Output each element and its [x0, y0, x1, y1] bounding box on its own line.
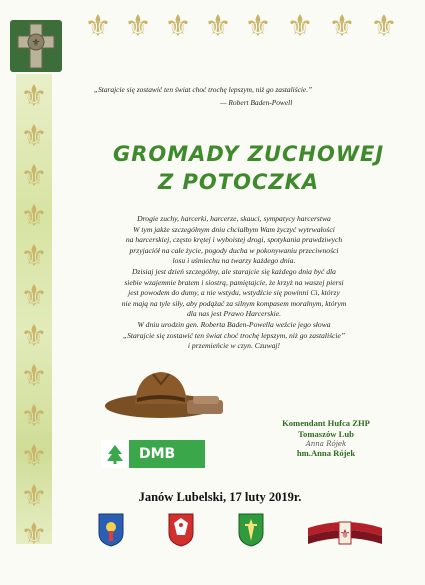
quote-author: — Robert Baden-Powell	[220, 98, 293, 107]
title-line-2: Z POTOCZKA	[158, 170, 320, 194]
svg-text:⚜: ⚜	[339, 527, 351, 541]
signature-name: hm.Anna Rójek	[296, 448, 356, 458]
body-line: nie mają na tyle siły, aby podążać za silnym kompasem moralnym, którym	[121, 298, 347, 308]
signature-title: Komendant Hufca ZHP	[282, 418, 370, 428]
letter-body	[66, 214, 402, 352]
fleur-de-lis-icon: ⚜	[20, 517, 48, 552]
quote-text: „Starajcie się zostawić ten świat choć trochę lepszym, niż go zastaliście.”	[94, 85, 313, 94]
fleur-de-lis-icon: ⚜	[20, 199, 48, 234]
body-line: jest powodem do dumy, a nie wstydu, wstydźcie się powinni Ci, którzy	[128, 288, 340, 298]
paragraph-2	[66, 267, 402, 320]
municipal-crest-icon	[238, 513, 264, 547]
fleur-de-lis-icon: ⚜	[164, 9, 192, 44]
body-line: W tym jakże szczególnym dniu chciałbym Wam życzyć wytrwałości	[133, 224, 335, 234]
fleur-de-lis-icon: ⚜	[20, 359, 48, 394]
fleur-de-lis-icon: ⚜	[20, 159, 48, 194]
body-line: losu i uśmiechu na twarzy każdego dnia.	[172, 256, 296, 266]
body-line: siebie wzajemnie bratem i siostrą, pamiętajcie, że krzyż na waszej piersi	[124, 277, 344, 287]
body-line: „Starajcie się zostawić ten świat choć trochę lepszym, niż go zastaliście”	[122, 330, 346, 340]
signature-location: Tomaszów Lub	[298, 429, 354, 439]
fleur-de-lis-icon: ⚜	[244, 9, 272, 44]
fleur-de-lis-icon: ⚜	[20, 119, 48, 154]
fleur-de-lis-icon: ⚜	[20, 399, 48, 434]
dmb-logo-text: DMB	[139, 446, 176, 462]
fleur-de-lis-icon: ⚜	[84, 9, 112, 44]
fleur-de-lis-icon: ⚜	[204, 9, 232, 44]
tree-icon	[101, 440, 129, 468]
fleur-de-lis-icon: ⚜	[20, 439, 48, 474]
fleur-de-lis-icon: ⚜	[20, 279, 48, 314]
body-line: Drogie zuchy, harcerki, harcerze, skauci, sympatycy harcerstwa	[137, 214, 331, 223]
municipal-crest-icon	[168, 513, 194, 547]
body-line: i przemieńcie w czyn. Czuwaj!	[187, 341, 281, 351]
dmb-sponsor-logo	[101, 440, 205, 468]
place-and-date: Janów Lubelski, 17 luty 2019r.	[138, 490, 302, 504]
fleur-de-lis-icon: ⚜	[370, 9, 398, 44]
body-line: dla nas jest Prawo Harcerskie.	[187, 309, 281, 319]
fleur-de-lis-icon: ⚜	[20, 479, 48, 514]
paragraph-1	[66, 214, 402, 267]
fleur-de-lis-icon: ⚜	[20, 319, 48, 354]
zhp-cross-emblem	[10, 20, 62, 72]
body-line: W dniu urodzin gen. Roberta Baden-Powella weźcie jego słowa	[137, 319, 331, 329]
fleur-de-lis-icon: ⚜	[286, 9, 314, 44]
fleur-de-lis-icon: ⚜	[20, 239, 48, 274]
zhp-logo-icon	[306, 518, 384, 548]
scout-hat-icon	[101, 362, 229, 422]
fleur-de-lis-icon: ⚜	[20, 79, 48, 114]
body-line: przyjaciół na całe życie, pogody ducha w pokonywaniu przeciwności	[129, 245, 339, 255]
fleur-de-lis-icon: ⚜	[124, 9, 152, 44]
body-line: Dzisiaj jest dzień szczególny, ale starajcie się każdego dnia być dla	[132, 266, 336, 276]
handwritten-signature: Anna Rójek	[305, 440, 347, 448]
title-line-1: GROMADY ZUCHOWEJ	[113, 142, 385, 166]
signature-block	[266, 418, 386, 459]
paragraph-3	[66, 320, 402, 352]
body-line: na harcerskiej, często krętej i wyboistej drogi, spotykania prawdziwych	[125, 235, 343, 245]
svg-text:⚜: ⚜	[31, 38, 41, 49]
fleur-de-lis-icon: ⚜	[328, 9, 356, 44]
municipal-crest-icon	[98, 513, 124, 547]
